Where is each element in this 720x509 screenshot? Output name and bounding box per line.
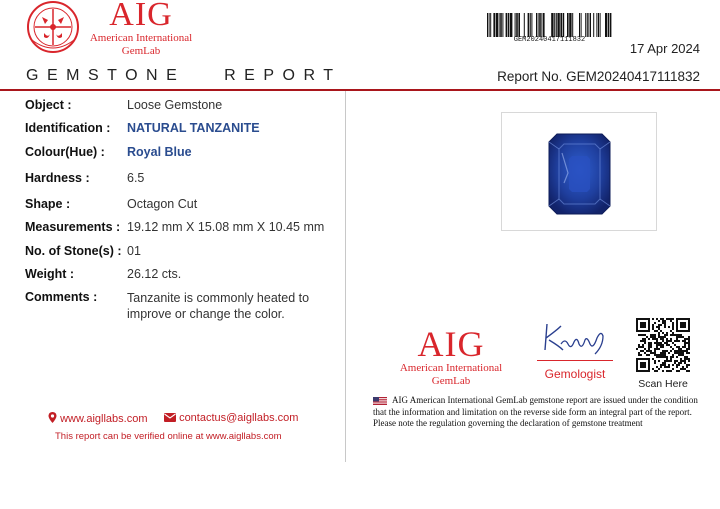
- field-label: Colour(Hue) :: [25, 145, 105, 159]
- email-link[interactable]: [164, 412, 298, 424]
- field-label: Shape :: [25, 197, 71, 211]
- field-value: 01: [127, 244, 141, 258]
- field-label: Hardness :: [25, 171, 90, 185]
- brand-line1: American International: [89, 32, 193, 44]
- report-barcode: [487, 13, 612, 37]
- field-value: Royal Blue: [127, 145, 192, 159]
- field-label: Comments :: [25, 290, 98, 304]
- report-date: 17 Apr 2024: [629, 41, 700, 56]
- gemologist-signature: [537, 316, 613, 358]
- field-label: Object :: [25, 98, 72, 112]
- certification-logo: [396, 326, 506, 388]
- field-value: 6.5: [127, 171, 145, 185]
- us-flag-icon: [373, 397, 387, 405]
- barcode-number: GEM20240417111832: [513, 36, 586, 44]
- field-label: Weight :: [25, 267, 75, 281]
- verify-note: This report can be verified online at www.aigllabs.com: [55, 431, 282, 442]
- signature-line: [537, 360, 613, 361]
- aig-seal-logo: [24, 0, 82, 55]
- location-pin-icon: [48, 412, 57, 423]
- gemstone-image: [502, 113, 658, 232]
- field-label: No. of Stone(s) :: [25, 244, 122, 258]
- field-value: 26.12 cts.: [127, 267, 182, 281]
- qr-code[interactable]: [636, 318, 690, 372]
- website-text: www.aigllabs.com: [60, 413, 148, 425]
- brand-header: [86, 0, 196, 58]
- field-label: Measurements :: [25, 220, 121, 234]
- field-value: Loose Gemstone: [127, 98, 223, 112]
- report-title: GEMSTONE REPORT: [26, 67, 342, 84]
- field-label: Identification :: [25, 121, 111, 135]
- website-link[interactable]: [48, 412, 147, 425]
- gemologist-label: Gemologist: [544, 367, 606, 381]
- gemstone-photo-frame: [501, 112, 657, 231]
- column-divider: [345, 91, 346, 462]
- cert-brand-line2: GemLab: [431, 375, 471, 387]
- brand-short: AIG: [109, 0, 173, 33]
- field-value: Tanzanite is commonly heated to improve or change the color.: [127, 291, 310, 321]
- cert-brand-short: AIG: [417, 324, 485, 364]
- disclaimer-text: AIG American International GemLab gemstone report are issued under the condition that the information and limitation on the reverse side form an integral part of the report. Please note the regulation governing the declaration of gemstone treatment: [373, 395, 698, 428]
- email-text: contactus@aigllabs.com: [179, 412, 299, 424]
- brand-line2: GemLab: [121, 45, 161, 57]
- envelope-icon: [164, 413, 176, 422]
- scan-here-label: Scan Here: [638, 378, 688, 390]
- header-divider: [0, 89, 720, 91]
- field-value: NATURAL TANZANITE: [127, 121, 260, 135]
- disclaimer: [373, 395, 705, 430]
- cert-brand-line1: American International: [399, 362, 503, 374]
- report-number: Report No. GEM20240417111832: [497, 69, 700, 84]
- field-value: Octagon Cut: [127, 197, 198, 211]
- field-value: 19.12 mm X 15.08 mm X 10.45 mm: [127, 220, 325, 234]
